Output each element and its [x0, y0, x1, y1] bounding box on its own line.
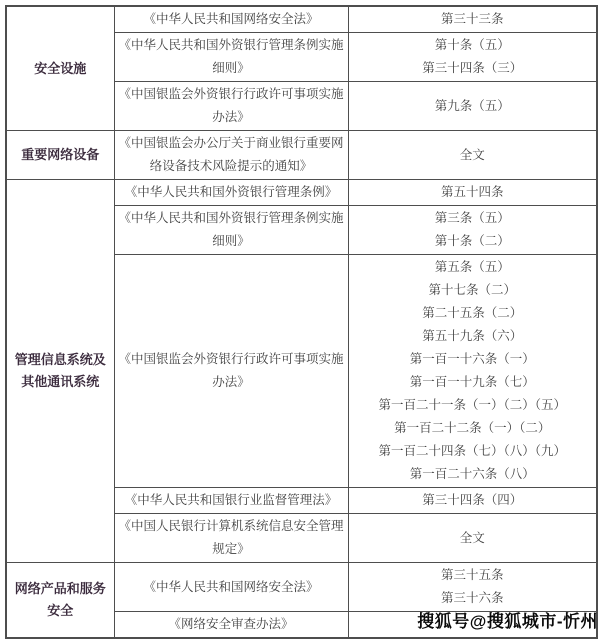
article-ref: 第一百二十二条（一）（二）: [394, 421, 551, 435]
article-ref: 第三十六条: [440, 591, 504, 605]
article-ref: 第三条（五）: [434, 211, 510, 225]
article-ref: 第一百一十九条（七）: [409, 375, 535, 389]
article-ref: 第一百一十六条（一）: [409, 352, 535, 366]
category-cell: 重要网络设备: [6, 131, 114, 180]
law-title: 《中国人民银行计算机系统信息安全管理规定》: [114, 514, 348, 563]
article-ref: 第九条（五）: [434, 98, 510, 113]
law-title: 《中国银监会外资银行行政许可事项实施办法》: [114, 255, 348, 488]
articles-cell: [348, 131, 597, 180]
law-title: 《中华人民共和国网络安全法》: [114, 6, 348, 33]
article-ref: 第五条（五）: [434, 260, 510, 274]
watermark-text: 搜狐号@搜狐城市-忻州: [417, 612, 598, 631]
category-cell: 安全设施: [6, 6, 114, 131]
articles-cell: [348, 33, 597, 82]
article-ref: 第三十四条（四）: [422, 493, 523, 507]
article-ref: 第三十三条: [440, 12, 504, 26]
article-ref: 全文: [459, 530, 485, 545]
articles-cell: [348, 514, 597, 563]
articles-cell: [348, 255, 597, 488]
articles-cell: [348, 6, 597, 33]
law-title: 《中国银监会外资银行行政许可事项实施办法》: [114, 82, 348, 131]
law-title: 《中华人民共和国外资银行管理条例》: [114, 180, 348, 206]
law-title: 《中国银监会办公厅关于商业银行重要网络设备技术风险提示的通知》: [114, 131, 348, 180]
article-ref: 第一百二十一条（一）（二）（五）: [378, 398, 566, 412]
article-ref: 第一百二十六条（八）: [409, 467, 535, 481]
article-ref: 第十条（二）: [434, 234, 510, 248]
regulation-table: [5, 5, 598, 639]
article-ref: 第十七条（二）: [428, 283, 516, 297]
table-row: [6, 131, 597, 180]
table-row: [6, 180, 597, 206]
articles-cell: [348, 206, 597, 255]
article-ref: 第五十四条: [440, 185, 504, 199]
law-title: 《中华人民共和国外资银行管理条例实施细则》: [114, 206, 348, 255]
regulation-table-body: [6, 6, 597, 638]
table-row: [6, 6, 597, 33]
category-cell: 管理信息系统及其他通讯系统: [6, 180, 114, 563]
article-ref: 第五十九条（六）: [422, 329, 523, 343]
table-row: [6, 563, 597, 612]
article-ref: 第一百二十四条（七）（八）（九）: [378, 444, 566, 458]
article-ref: 第三十四条（三）: [422, 61, 523, 75]
articles-cell: [348, 488, 597, 514]
article-ref: 全文: [459, 147, 485, 162]
articles-cell: [348, 563, 597, 612]
law-title: 《中华人民共和国银行业监督管理法》: [114, 488, 348, 514]
law-title: 《中华人民共和国网络安全法》: [114, 563, 348, 612]
category-cell: 网络产品和服务安全: [6, 563, 114, 639]
article-ref: 第十条（五）: [434, 38, 510, 52]
article-ref: 第二十五条（二）: [422, 306, 523, 320]
articles-cell: [348, 180, 597, 206]
law-title: 《中华人民共和国外资银行管理条例实施细则》: [114, 33, 348, 82]
law-title: 《网络安全审查办法》: [114, 612, 348, 639]
article-ref: 第三十五条: [440, 568, 504, 582]
articles-cell: [348, 82, 597, 131]
